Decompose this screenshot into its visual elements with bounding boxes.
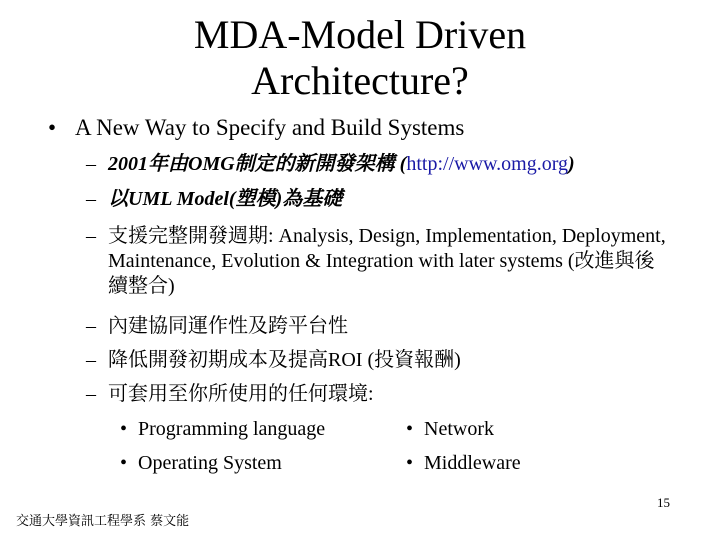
sub-item-text-post: )	[568, 153, 575, 175]
omg-link[interactable]: http://www.omg.org	[406, 153, 569, 175]
title-line-1: MDA-Model Driven	[193, 12, 527, 57]
sub-item-text: 降低開發初期成本及提高ROI (投資報酬)	[108, 349, 461, 371]
slide-title	[0, 12, 720, 104]
dash-icon: –	[86, 225, 96, 247]
sub-item-text	[108, 152, 668, 177]
sub-item-text: 以UML Model(塑模)為基礎	[108, 188, 343, 210]
bullet-icon: •	[406, 418, 414, 440]
title-line-2: Architecture?	[251, 58, 469, 103]
sub-item-text: 支援完整開發週期: Analysis, Design, Implementation, Deployment, Maintenance, Evolution & Integration with later systems (改進與後續整合)	[108, 225, 666, 297]
env-item-text: Middleware	[424, 452, 521, 474]
dash-icon: –	[86, 349, 96, 371]
main-bullet-text: A New Way to Specify and Build Systems	[75, 115, 465, 140]
page-number: 15	[657, 495, 670, 510]
dash-icon: –	[86, 383, 96, 405]
bullet-icon: •	[48, 115, 57, 140]
env-item-text: Operating System	[138, 452, 282, 474]
sub-item-text-pre: 2001年由OMG制定的新開發架構 (	[108, 153, 407, 175]
dash-icon: –	[86, 188, 96, 210]
env-item-text: Programming language	[138, 418, 326, 440]
footer-text: 交通大學資訊工程學系 蔡文能	[16, 514, 190, 529]
dash-icon: –	[86, 315, 96, 337]
env-item-text: Network	[424, 418, 494, 440]
bullet-icon: •	[120, 418, 128, 440]
sub-item-text: 內建協同運作性及跨平台性	[108, 315, 348, 337]
bullet-icon: •	[120, 452, 128, 474]
dash-icon: –	[86, 153, 96, 175]
bullet-icon: •	[406, 452, 414, 474]
sub-item-text: 可套用至你所使用的任何環境:	[108, 383, 374, 405]
